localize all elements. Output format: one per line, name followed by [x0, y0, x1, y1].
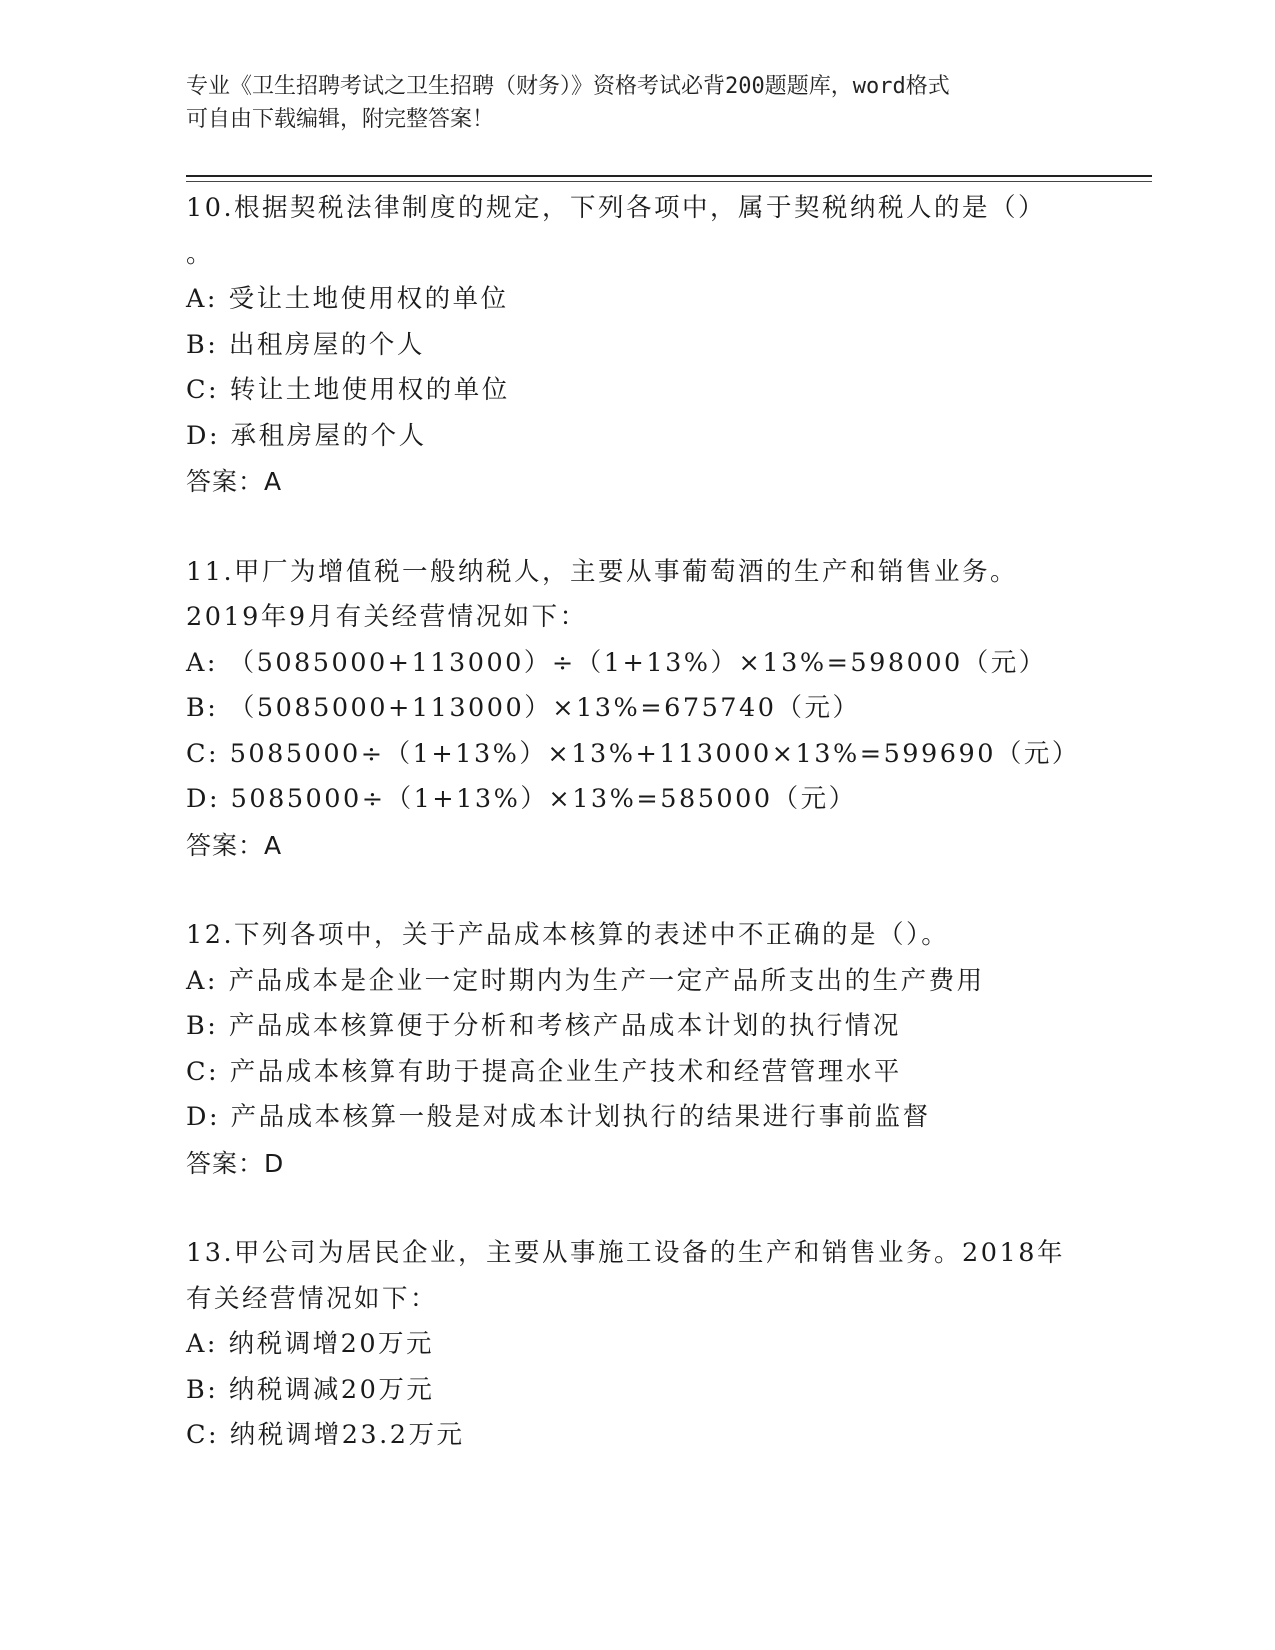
question-stem-line: 11.甲厂为增值税一般纳税人，主要从事葡萄酒的生产和销售业务。	[186, 556, 1019, 587]
option-c: C: 产品成本核算有助于提高企业生产技术和经营管理水平	[186, 1056, 902, 1087]
option-b: B: 出租房屋的个人	[186, 329, 425, 360]
option-b: B: （5085000+113000）×13%=675740（元）	[186, 693, 861, 723]
option-a: A: 受让土地使用权的单位	[186, 284, 509, 314]
question-stem-line: 。	[186, 238, 215, 269]
option-c: C: 纳税调增23.2万元	[186, 1420, 465, 1450]
question-stem-line: 12.下列各项中，关于产品成本核算的表述中不正确的是（）。	[186, 920, 950, 950]
option-d: D: 产品成本核算一般是对成本计划执行的结果进行事前监督	[186, 1102, 931, 1132]
option-a: A: （5085000+113000）÷（1+13%）×13%=598000（元）	[186, 647, 1047, 678]
option-c: C: 转让土地使用权的单位	[186, 375, 510, 405]
question-stem-line: 2019年9月有关经营情况如下：	[186, 602, 588, 632]
question-10	[186, 186, 1086, 505]
question-11	[186, 550, 1086, 869]
option-b: B: 产品成本核算便于分析和考核产品成本计划的执行情况	[186, 1011, 901, 1041]
option-b: B: 纳税调减20万元	[186, 1374, 435, 1405]
question-13	[186, 1231, 1086, 1459]
document-header	[186, 70, 1066, 136]
option-d: D: 承租房屋的个人	[186, 420, 427, 451]
header-line-1: 专业《卫生招聘考试之卫生招聘（财务）》资格考试必背200题题库，word格式	[186, 74, 950, 99]
question-stem-line: 10.根据契税法律制度的规定，下列各项中，属于契税纳税人的是（）	[186, 193, 1047, 223]
option-c: C: 5085000÷（1+13%）×13%+113000×13%=599690（元）	[186, 738, 1080, 769]
answer-label: 答案：D	[186, 1148, 285, 1178]
question-12	[186, 913, 1086, 1186]
option-a: A: 产品成本是企业一定时期内为生产一定产品所支出的生产费用	[186, 965, 985, 996]
answer-label: 答案：A	[186, 467, 283, 496]
header-divider-thin	[186, 181, 1152, 182]
question-stem-line: 13.甲公司为居民企业，主要从事施工设备的生产和销售业务。2018年	[186, 1238, 1065, 1268]
header-line-2: 可自由下载编辑，附完整答案！	[186, 107, 495, 132]
option-d: D: 5085000÷（1+13%）×13%=585000（元）	[186, 784, 857, 814]
question-list	[186, 186, 1086, 1504]
answer-label: 答案：A	[186, 830, 283, 860]
option-a: A: 纳税调增20万元	[186, 1329, 435, 1359]
header-divider-thick	[186, 175, 1152, 177]
question-stem-line: 有关经营情况如下：	[186, 1283, 439, 1314]
